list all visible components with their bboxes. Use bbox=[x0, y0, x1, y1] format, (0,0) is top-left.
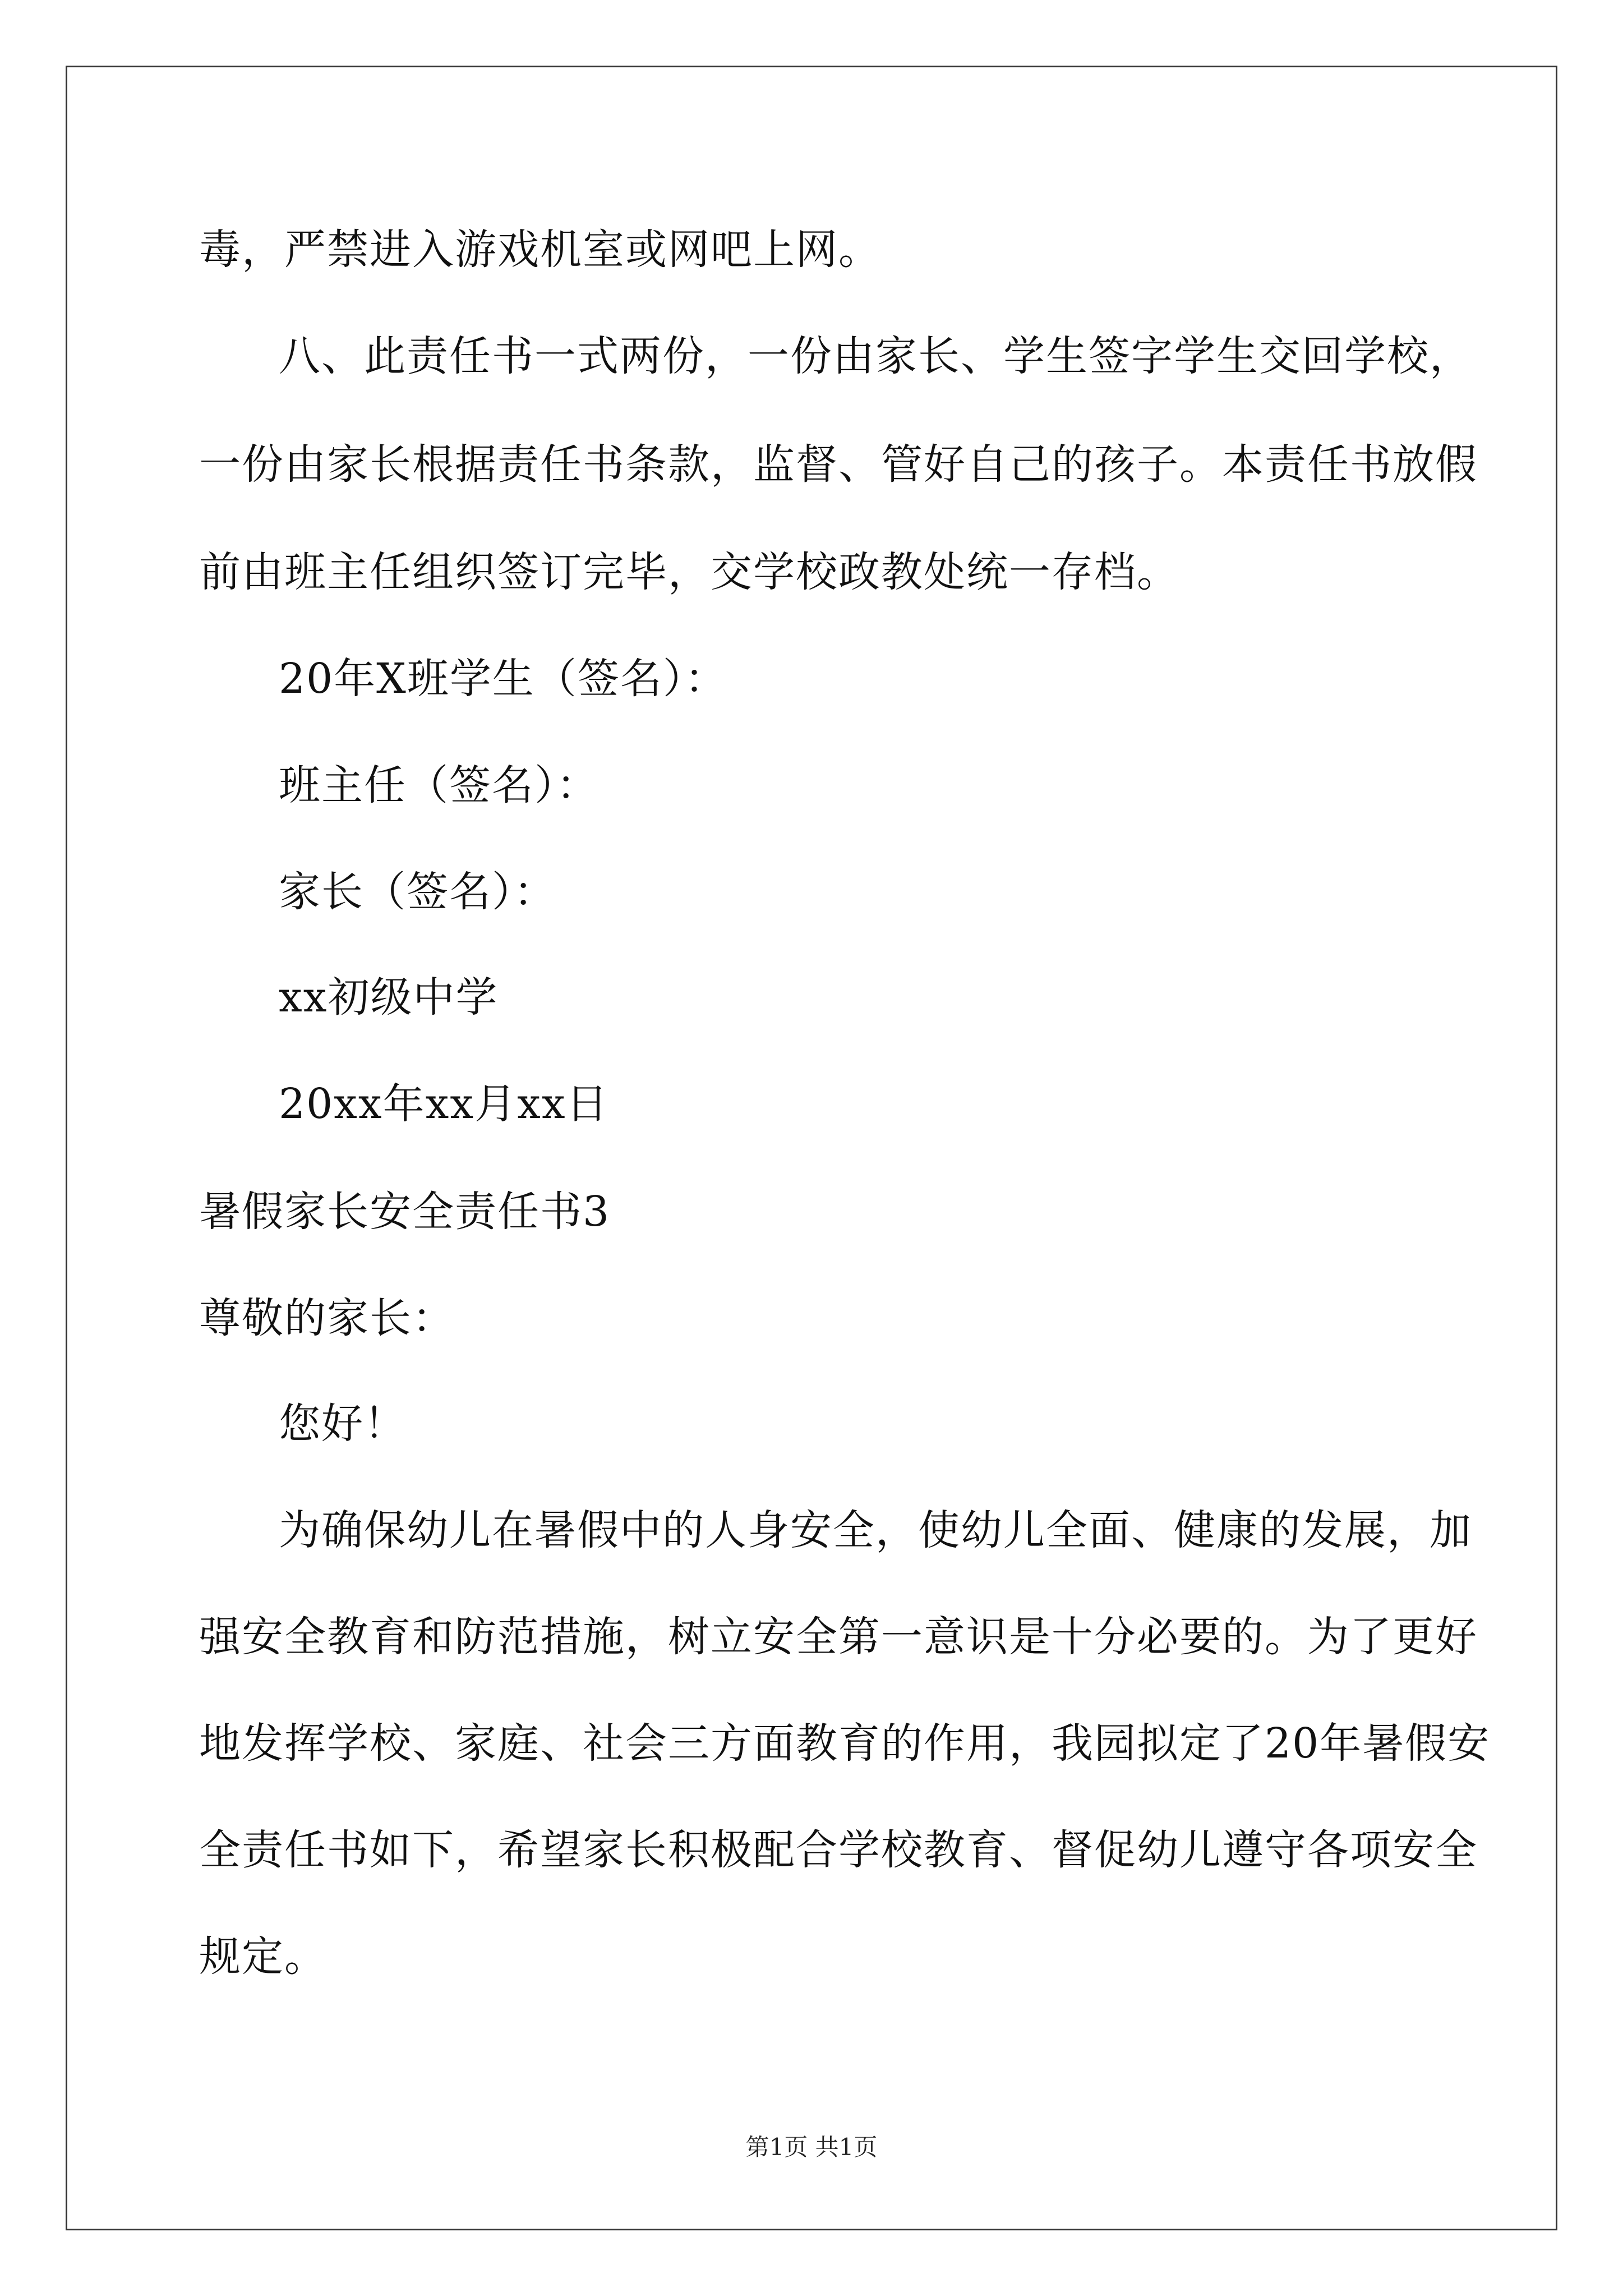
salutation: 尊敬的家长： bbox=[199, 1294, 455, 1342]
school-name: xx初级中学 bbox=[279, 973, 499, 1022]
body-line: 规定。 bbox=[199, 1932, 327, 1981]
signature-parent: 家长（签名）： bbox=[279, 868, 556, 916]
signature-teacher: 班主任（签名）： bbox=[279, 761, 599, 809]
body-line: 八、此责任书一式两份，一份由家长、学生签字学生交回学校， bbox=[279, 332, 1472, 380]
body-line: 一份由家长根据责任书条款，监督、管好自己的孩子。本责任书放假 bbox=[199, 440, 1478, 489]
body-line: 全责任书如下，希望家长积极配合学校教育、督促幼儿遵守各项安全 bbox=[199, 1826, 1478, 1874]
greeting: 您好！ bbox=[279, 1400, 407, 1448]
body-line: 地发挥学校、家庭、社会三方面教育的作用，我园拟定了20年暑假安 bbox=[199, 1719, 1491, 1768]
body-line: 前由班主任组织签订完毕，交学校政教处统一存档。 bbox=[199, 548, 1179, 596]
section-title: 暑假家长安全责任书3 bbox=[199, 1188, 611, 1236]
signature-student: 20年X班学生（签名）： bbox=[279, 655, 727, 703]
body-line: 强安全教育和防范措施，树立安全第一意识是十分必要的。为了更好 bbox=[199, 1613, 1478, 1661]
document-date: 20xx年xx月xx日 bbox=[279, 1080, 609, 1128]
page-footer: 第1页 共1页 bbox=[745, 2133, 878, 2161]
body-line: 为确保幼儿在暑假中的人身安全，使幼儿全面、健康的发展，加 bbox=[279, 1506, 1472, 1554]
body-line: 毒，严禁进入游戏机室或网吧上网。 bbox=[199, 226, 881, 274]
page-border bbox=[66, 66, 1557, 2230]
